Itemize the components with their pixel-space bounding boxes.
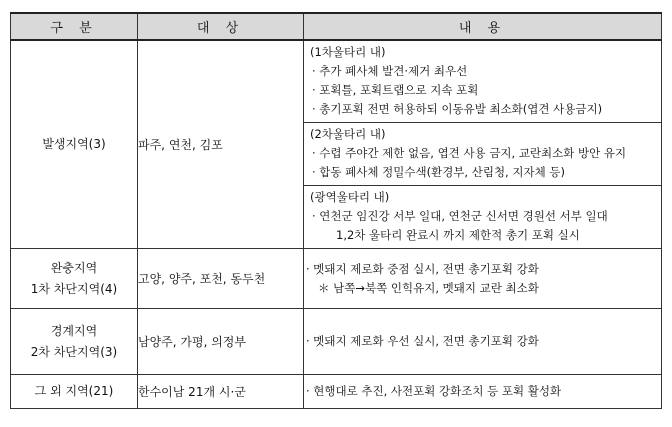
region-sublabel: 2차 차단지역(3) — [30, 344, 118, 359]
region-label: 완충지역 — [50, 260, 98, 275]
zone-table — [10, 12, 662, 409]
header-row — [11, 13, 662, 40]
region-sublabel: 1차 차단지역(4) — [30, 281, 118, 296]
region-label: 그 외 지역(21) — [34, 384, 114, 398]
content-line: · 멧돼지 제로화 중점 실시, 전면 총기포획 강화 — [306, 261, 539, 276]
content-line: · 추가 폐사체 발견·제거 최우선 — [312, 64, 468, 78]
target-cell: 한수이남 21개 시·군 — [138, 375, 304, 409]
content-cell — [304, 309, 662, 375]
content-cell — [304, 249, 662, 309]
header-content: 내 용 — [304, 13, 662, 40]
content-line: · 수렵 주야간 제한 없음, 엽견 사용 금지, 교란최소화 방안 유지 — [312, 146, 627, 160]
table-row — [11, 375, 662, 409]
content-line: · 연천군 임진강 서부 일대, 연천군 신서면 경원선 서부 일대 — [312, 209, 608, 223]
content-group — [304, 41, 661, 123]
content-line: · 합동 폐사체 정밀수색(환경부, 산림청, 지자체 등) — [312, 165, 565, 179]
group-title: (2차울타리 내) — [310, 127, 386, 141]
region-cell — [11, 249, 138, 309]
content-group — [304, 186, 661, 248]
region-cell — [11, 40, 138, 249]
content-cell — [304, 375, 662, 409]
region-label: 발생지역(3) — [42, 137, 106, 151]
header-region: 구 분 — [11, 13, 138, 40]
region-cell — [11, 375, 138, 409]
target-cell: 고양, 양주, 포천, 동두천 — [138, 249, 304, 309]
content-line: ＊ 남쪽→북쪽 인힉유지, 멧돼지 교란 최소화 — [318, 280, 539, 295]
target-cell: 파주, 연천, 김포 — [138, 40, 304, 249]
region-cell — [11, 309, 138, 375]
content-cell — [304, 40, 662, 249]
header-target: 대 상 — [138, 13, 304, 40]
region-label: 경계지역 — [50, 323, 98, 338]
content-line: · 현행대로 추진, 사전포획 강화조치 등 포획 활성화 — [306, 384, 562, 398]
table-row — [11, 40, 662, 249]
content-line: · 멧돼지 제로화 우선 실시, 전면 총기포획 강화 — [306, 334, 539, 348]
table-row — [11, 249, 662, 309]
content-line: · 총기포획 전면 허용하되 이동유발 최소화(엽견 사용금지) — [312, 102, 603, 116]
content-line: 1,2차 울타리 완료시 까지 제한적 총기 포획 실시 — [336, 228, 580, 242]
table-row — [11, 309, 662, 375]
target-cell: 남양주, 가평, 의정부 — [138, 309, 304, 375]
group-title: (1차울타리 내) — [310, 45, 386, 59]
content-line: · 포획틀, 포획트랩으로 지속 포획 — [312, 83, 479, 97]
content-group — [304, 123, 661, 186]
group-title: (광역울타리 내) — [310, 190, 390, 204]
